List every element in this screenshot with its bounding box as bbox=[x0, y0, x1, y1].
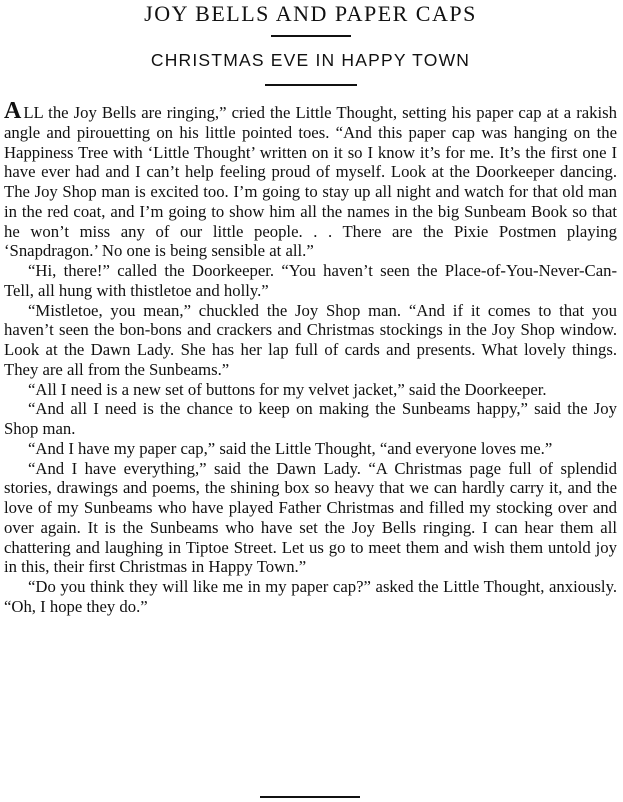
subheadline-rule bbox=[265, 84, 357, 86]
article-paragraph-6: “And I have my paper cap,” said the Little Thought, “and everyone loves me.” bbox=[28, 438, 553, 458]
article-body bbox=[4, 98, 617, 617]
end-rule bbox=[260, 796, 360, 798]
paragraph-text: LL the Joy Bells are ringing,” cried the Little Thought, setting his paper cap at a rakish angle and pirouetting on his little pointed toes. “And this paper cap was hanging on the Happiness Tree with ‘Little Thought’ written on it so I know it’s for me. It’s the first one I have ever had and I can’t help feeling proud of myself. Look at the Doorkeeper dancing. The Joy Shop man is excited too. I’m going to stay up all night and watch for that old man in the red coat, and I’m going to show him all the names in the big Sunbeam Book so that he won’t miss any of our little people. . . There are the Pixie Postmen playing ‘Snapdragon.’ No one is being sensible at all.” bbox=[4, 103, 617, 261]
article-paragraph-1 bbox=[4, 98, 617, 261]
subheadline: CHRISTMAS EVE IN HAPPY TOWN bbox=[150, 50, 471, 70]
article-paragraph-5: “And all I need is the chance to keep on making the Sunbeams happy,” said the Joy Shop man. bbox=[4, 399, 617, 438]
article-paragraph-2: “Hi, there!” called the Doorkeeper. “You haven’t seen the Place-of-You-Never-Can-Tell, all hung with thistletoe and holly.” bbox=[4, 261, 617, 300]
article-paragraph-3: “Mistletoe, you mean,” chuckled the Joy Shop man. “And if it comes to that you haven’t seen the bon-bons and crackers and Christmas stockings in the Joy Shop window. Look at the Dawn Lady. She has her lap full of cards and presents. What lovely things. They are all from the Sunbeams.” bbox=[4, 300, 617, 379]
article-paragraph-4: “All I need is a new set of buttons for my velvet jacket,” said the Doorkeeper. bbox=[28, 379, 547, 399]
article-paragraph-8: “Do you think they will like me in my paper cap?” asked the Little Thought, anxiously. “Oh, I hope they do.” bbox=[4, 577, 617, 616]
article-paragraph-7: “And I have everything,” said the Dawn Lady. “A Christmas page full of splendid stories, drawings and poems, the shining box so heavy that we can hardly carry it, and the love of my Sunbeams who have played Father Christmas and filled my stocking over and over again. It is the Sunbeams who have set the Joy Bells ringing. I can hear them all chattering and laughing in Tiptoe Street. Let us go to meet them and wish them untold joy in this, their first Christmas in Happy Town.” bbox=[4, 458, 617, 577]
drop-cap: A bbox=[4, 98, 22, 124]
headline-rule bbox=[271, 35, 351, 37]
headline: JOY BELLS AND PAPER CAPS bbox=[144, 1, 477, 26]
